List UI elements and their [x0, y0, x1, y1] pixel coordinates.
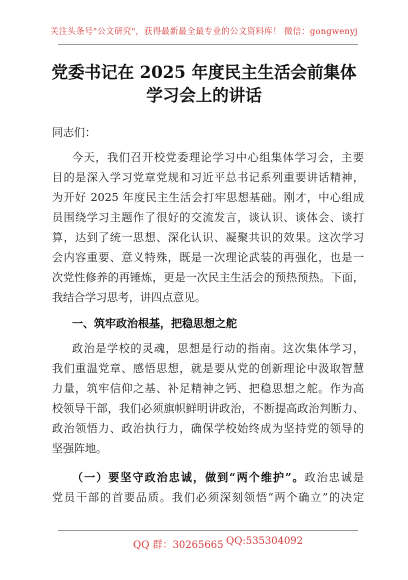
paragraph-line: 次党性修养的再锤炼，更是一次民主生活会的预热预热。下面，: [52, 271, 364, 284]
salutation: 同志们：: [52, 126, 96, 139]
paragraph-line: 今天，我们召开校党委理论学习中心组集体学习会，主要: [72, 151, 364, 164]
footer-divider: [58, 530, 358, 531]
paragraph-line: 党员干部的首要品质。我们必须深刻领悟“两个确立”的决定: [52, 491, 364, 504]
footer-qq-contact: QQ:535304092: [226, 536, 304, 547]
paragraph-line: 我们重温党章、感悟思想，就是要从党的创新理论中汲取智慧: [52, 362, 364, 375]
paragraph-line: 员围绕学习主题作了很好的交流发言，谈认识、谈体会、谈打: [52, 211, 364, 224]
paragraph-line: 目的是深入学习党章党规和习近平总书记系列重要讲话精神，: [52, 171, 364, 184]
paragraph-line: 政治是学校的灵魂，思想是行动的指南。这次集体学习，: [72, 342, 364, 355]
paragraph-line: 力量，筑牢信仰之基、补足精神之钙、把稳思想之舵。作为高: [52, 382, 364, 395]
subsection-heading: （一）要坚守政治忠诚，做到“两个维护”。: [72, 471, 305, 484]
footer-qq-group: QQ 群：30265665: [133, 540, 224, 551]
document-title-line-2: 学习会上的讲话: [146, 86, 262, 105]
subsection-heading-tail: 政治忠诚是: [304, 471, 364, 484]
paragraph-line: 政治领悟力、政治执行力，确保学校始终成为坚持党的领导的: [52, 422, 364, 435]
paragraph-line: 我结合学习思考，讲四点意见。: [52, 291, 206, 304]
header-divider: [58, 44, 358, 45]
paragraph-line: 坚强阵地。: [52, 442, 107, 455]
paragraph-line: 会内容重要、意义特殊，既是一次理论武装的再强化，也是一: [52, 251, 364, 264]
header-banner: 关注头条号"公文研究"，获得最新最全最专业的公文资料库！ 微信：gongwenyj: [50, 26, 358, 36]
paragraph-line: 校领导干部，我们必须旗帜鲜明讲政治，不断提高政治判断力、: [52, 402, 364, 415]
section-heading: 一、筑牢政治根基，把稳思想之舵: [72, 317, 237, 330]
subsection-heading-line: [72, 468, 364, 488]
paragraph-line: 算，达到了统一思想、深化认识、凝聚共识的效果。这次学习: [52, 231, 364, 244]
document-title-line-1: 党委书记在 2025 年度民主生活会前集体: [51, 63, 357, 82]
paragraph-line: 为开好 2025 年度民主生活会打牢思想基础。刚才，中心组成: [52, 191, 364, 204]
